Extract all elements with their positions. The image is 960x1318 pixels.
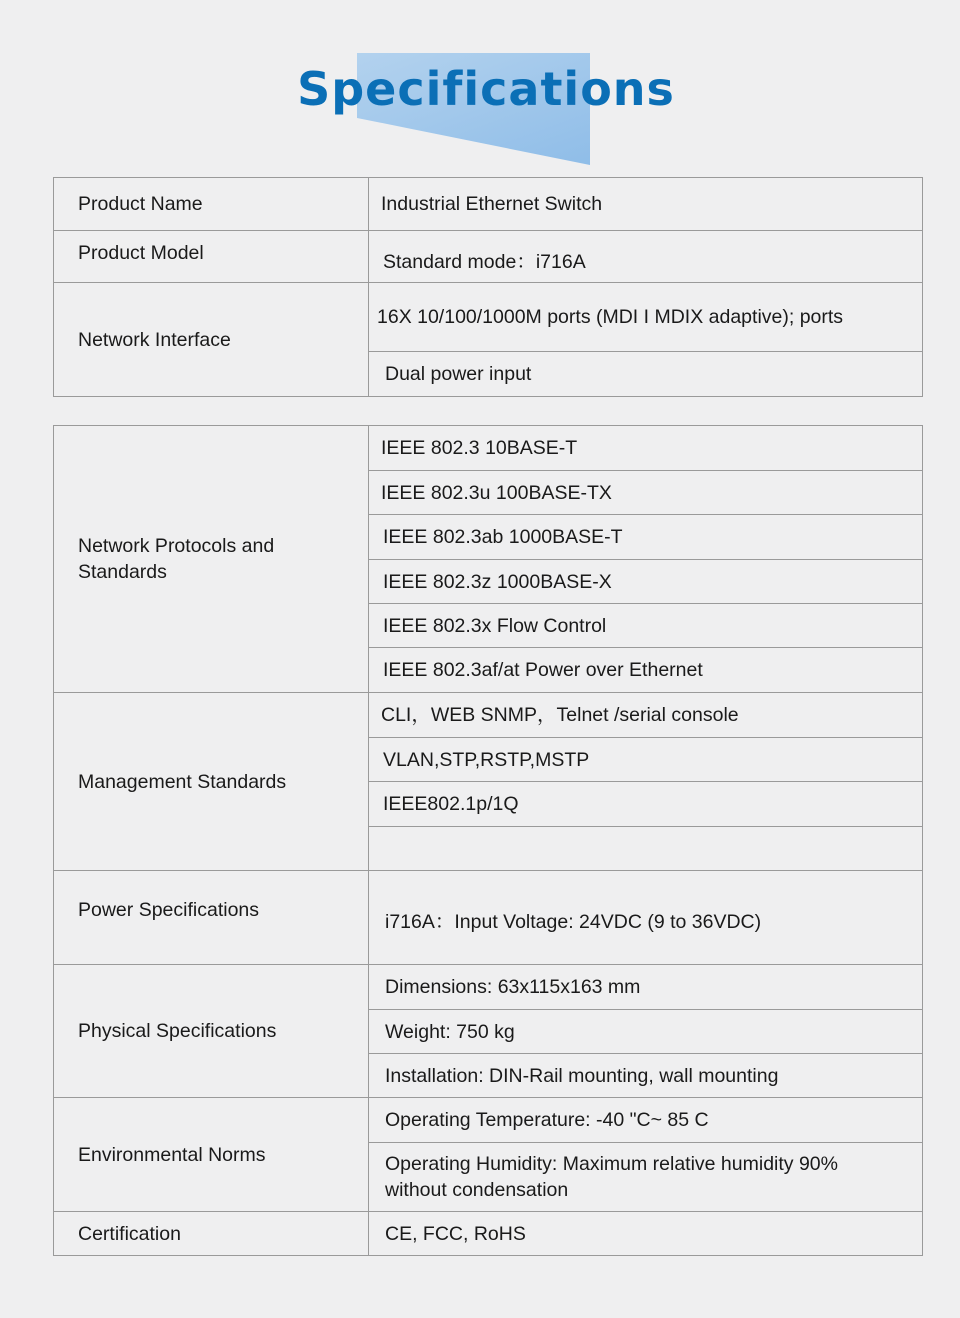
spec-value: Weight: 750 kg: [369, 1010, 923, 1054]
table-row: [54, 426, 923, 471]
table-row: [54, 1098, 923, 1143]
table-row: [54, 965, 923, 1010]
spec-value: i716A：Input Voltage: 24VDC (9 to 36VDC): [369, 871, 923, 965]
spec-value: IEEE 802.3x Flow Control: [369, 604, 923, 648]
spec-value: IEEE 802.3 10BASE-T: [369, 426, 923, 471]
spec-value: IEEE 802.3u 100BASE-TX: [369, 471, 923, 515]
spec-label: Management Standards: [54, 693, 369, 871]
spec-label: Physical Specifications: [54, 965, 369, 1098]
spec-value: 16X 10/100/1000M ports (MDI I MDIX adaptive); ports: [369, 283, 923, 352]
spec-value: Operating Humidity: Maximum relative humidity 90% without condensation: [369, 1143, 923, 1212]
spec-value: IEEE 802.3af/at Power over Ethernet: [369, 648, 923, 693]
title-area: [0, 0, 960, 170]
table-row: [54, 178, 923, 231]
table-row: [54, 283, 923, 352]
table-row: [54, 231, 923, 283]
spec-value: CLI，WEB SNMP，Telnet /serial console: [369, 693, 923, 738]
spec-label: Environmental Norms: [54, 1098, 369, 1212]
spec-value: CE, FCC, RoHS: [369, 1212, 923, 1256]
spec-value: Standard mode：i716A: [369, 231, 923, 283]
spec-table-details: [53, 425, 923, 1256]
spec-table-general: [53, 177, 923, 397]
spec-label: Network Interface: [54, 283, 369, 397]
spec-label: Certification: [54, 1212, 369, 1256]
spec-value: IEEE 802.3ab 1000BASE-T: [369, 515, 923, 560]
spec-label: Power Specifications: [54, 871, 369, 965]
table-row: [54, 871, 923, 965]
spec-value: Operating Temperature: -40 "C~ 85 C: [369, 1098, 923, 1143]
page-title: Specifications: [297, 62, 675, 116]
spec-value: Installation: DIN-Rail mounting, wall mounting: [369, 1054, 923, 1098]
spec-label: Product Name: [54, 178, 369, 231]
table-row: [54, 1212, 923, 1256]
spec-value: VLAN,STP,RSTP,MSTP: [369, 738, 923, 782]
spec-label: Network Protocols and Standards: [54, 426, 369, 693]
spec-value: Dimensions: 63x115x163 mm: [369, 965, 923, 1010]
spec-value: IEEE 802.3z 1000BASE-X: [369, 560, 923, 604]
spec-value-empty: [369, 827, 923, 871]
table-row: [54, 693, 923, 738]
spec-value: Industrial Ethernet Switch: [369, 178, 923, 231]
spec-label: Product Model: [54, 231, 369, 283]
spec-value: IEEE802.1p/1Q: [369, 782, 923, 827]
spec-value: Dual power input: [369, 352, 923, 397]
